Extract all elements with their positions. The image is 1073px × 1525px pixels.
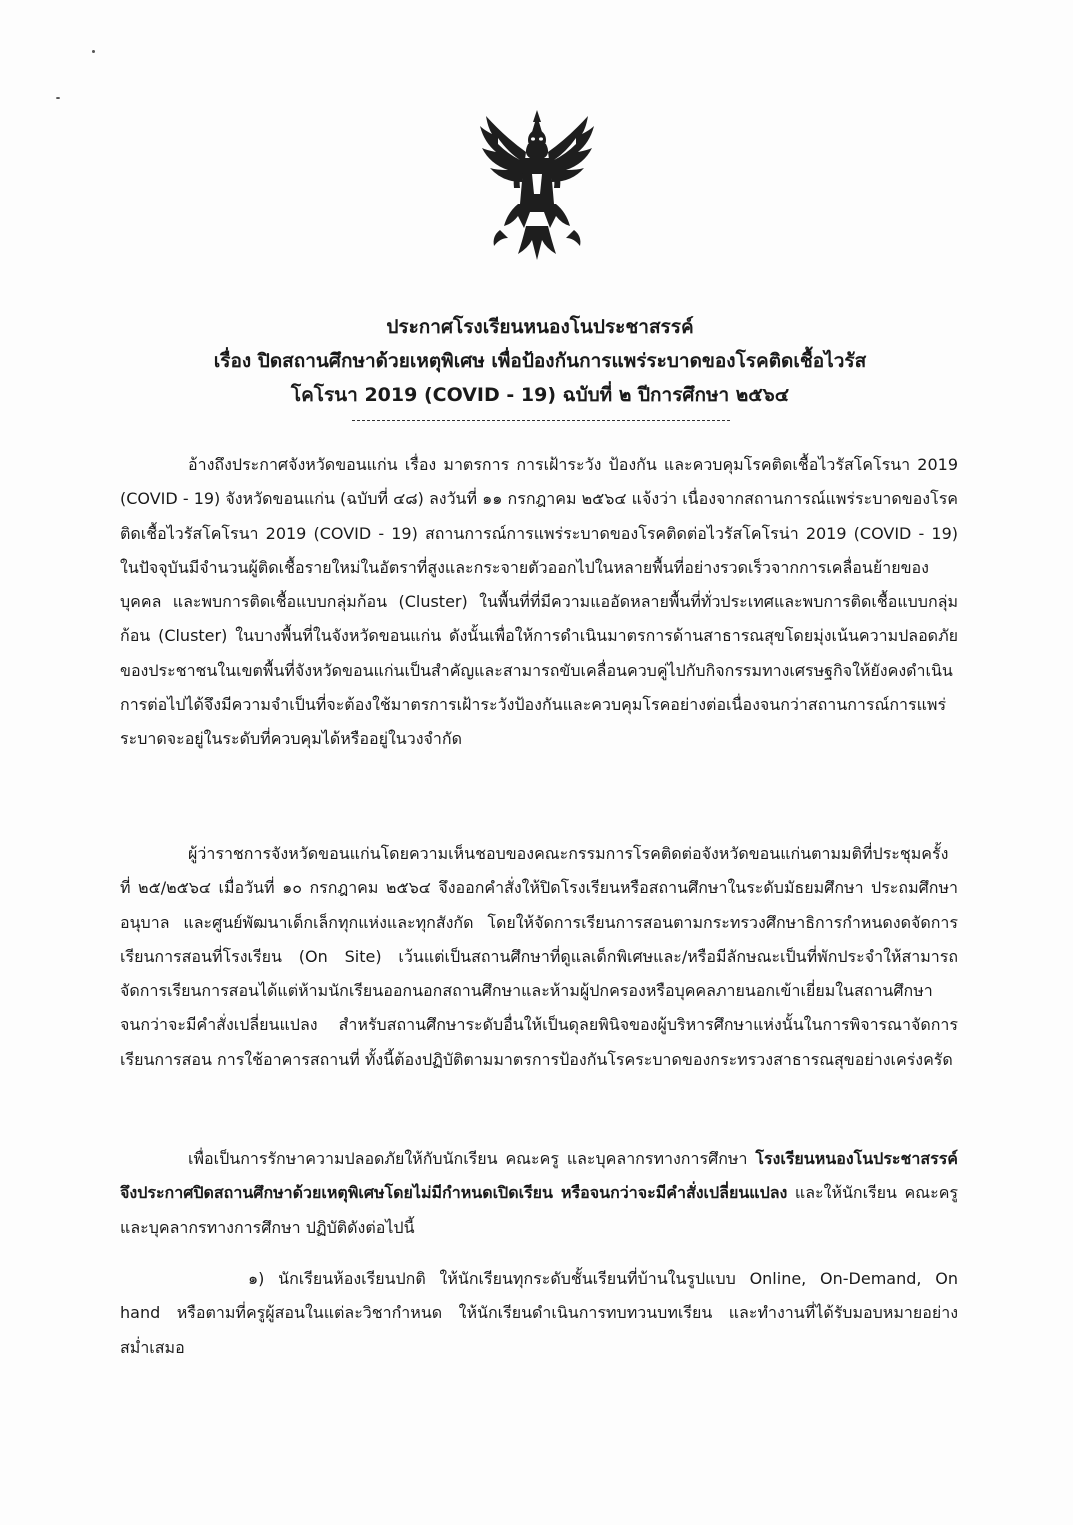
paragraph-1-text: อ้างถึงประกาศจังหวัดขอนแก่น เรื่อง มาตรการ การเฝ้าระวัง ป้องกัน และควบคุมโรคติดเชื้อไวรัสโคโรนา 2019 (COVID - 19) จังหวัดขอนแก่น (ฉบับที่ ๔๘) ลงวันที่ ๑๑ กรกฎาคม ๒๕๖๔ แจ้งว่า เนื่องจากสถานการณ์แพร่ระบาดของโรคติดเชื้อไวรัสโคโรนา 2019 (COVID - 19) สถานการณ์การแพร่ระบาดของโรคติดต่อไวรัสโคโรน่า 2019 (COVID - 19) ในปัจจุบันมีจำนวนผู้ติดเชื้อรายใหม่ในอัตราที่สูงและกระจายตัวออกไปในหลายพื้นที่อย่างรวดเร็วจากการเคลื่อนย้ายของบุคคล และพบการติดเชื้อแบบกลุ่มก้อน (Cluster) ในพื้นที่ที่มีความแออัดหลายพื้นที่ทั่วประเทศและพบการติดเชื้อแบบกลุ่มก้อน (Cluster) ในบางพื้นที่ในจังหวัดขอนแก่น ดังนั้นเพื่อให้การดำเนินมาตรการด้านสาธารณสุขโดยมุ่งเน้นความปลอดภัยของประชาชนในเขตพื้นที่จังหวัดขอนแก่นเป็นสำคัญและสามารถขับเคลื่อนควบคู่ไปกับกิจกรรมทางเศรษฐกิจให้ยังคงดำเนินการต่อไปได้จึงมีความจำเป็นที่จะต้องใช้มาตรการเฝ้าระวังป้องกันและควบคุมโรคอย่างต่อเนื่องจนกว่าสถานการณ์การแพร่ระบาดจะอยู่ในระดับที่ควบคุมได้หรืออยู่ในวงจำกัด	[120, 455, 958, 749]
subject-line-2: โคโรนา 2019 (COVID - 19) ฉบับที่ ๒ ปีการศึกษา ๒๕๖๔	[290, 384, 790, 406]
list-item-1-text: ๑) นักเรียนห้องเรียนปกติ ให้นักเรียนทุกระดับชั้นเรียนที่บ้านในรูปแบบ Online, On-Demand, On hand หรือตามที่ครูผู้สอนในแต่ละวิชากำหนด ให้นักเรียนดำเนินการทบทวนบทเรียน และทำงานที่ได้รับมอบหมายอย่างสม่ำเสมอ	[120, 1269, 958, 1357]
paragraph-reference	[120, 448, 958, 757]
garuda-emblem	[478, 108, 596, 268]
dashed-divider	[352, 420, 730, 421]
paragraph-2-text: ผู้ว่าราชการจังหวัดขอนแก่นโดยความเห็นชอบของคณะกรรมการโรคติดต่อจังหวัดขอนแก่นตามมติที่ประชุมครั้งที่ ๒๕/๒๕๖๔ เมื่อวันที่ ๑๐ กรกฎาคม ๒๕๖๔ จึงออกคำสั่งให้ปิดโรงเรียนหรือสถานศึกษาในระดับมัธยมศึกษา ประถมศึกษา อนุบาล และศูนย์พัฒนาเด็กเล็กทุกแห่งและทุกสังกัด โดยให้จัดการเรียนการสอนตามกระทรวงศึกษาธิการกำหนดงดจัดการเรียนการสอนที่โรงเรียน (On Site) เว้นแต่เป็นสถานศึกษาที่ดูแลเด็กพิเศษและ/หรือมีลักษณะเป็นที่พักประจำให้สามารถจัดการเรียนการสอนได้แต่ห้ามนักเรียนออกนอกสถานศึกษาและห้ามผู้ปกครองหรือบุคคลภายนอกเข้าเยี่ยมในสถานศึกษาจนกว่าจะมีคำสั่งเปลี่ยนแปลง สำหรับสถานศึกษาระดับอื่นให้เป็นดุลยพินิจของผู้บริหารศึกษาแห่งนั้นในการพิจารณาจัดการเรียนการสอน การใช้อาคารสถานที่ ทั้งนี้ต้องปฏิบัติตามมาตรการป้องกันโรคระบาดของกระทรวงสาธารณสุขอย่างเคร่งครัด	[120, 844, 958, 1069]
subject-line-1: เรื่อง ปิดสถานศึกษาด้วยเหตุพิเศษ เพื่อป้องกันการแพร่ระบาดของโรคติดเชื้อไวรัส	[213, 350, 867, 372]
paragraph-3-bold: โรงเรียนหนองโนประชาสรรค์ จึงประกาศปิดสถานศึกษาด้วยเหตุพิเศษโดยไม่มีกำหนดเปิดเรียน หรือจนกว่าจะมีคำสั่งเปลี่ยนแปลง	[120, 1149, 958, 1203]
announcement-title: ประกาศโรงเรียนหนองโนประชาสรรค์	[386, 316, 694, 338]
paragraph-3-text-a: เพื่อเป็นการรักษาความปลอดภัยให้กับนักเรียน คณะครู และบุคลากรทางการศึกษา	[188, 1149, 756, 1168]
scan-speck	[92, 50, 95, 53]
paragraph-3-text-b: และให้นักเรียน คณะครู และบุคลากรทางการศึกษา ปฏิบัติดังต่อไปนี้	[120, 1183, 958, 1237]
paragraph-school-closure	[120, 1142, 958, 1245]
paragraph-governor-order	[120, 837, 958, 1077]
list-item-1	[120, 1262, 958, 1365]
scan-speck	[56, 97, 60, 99]
